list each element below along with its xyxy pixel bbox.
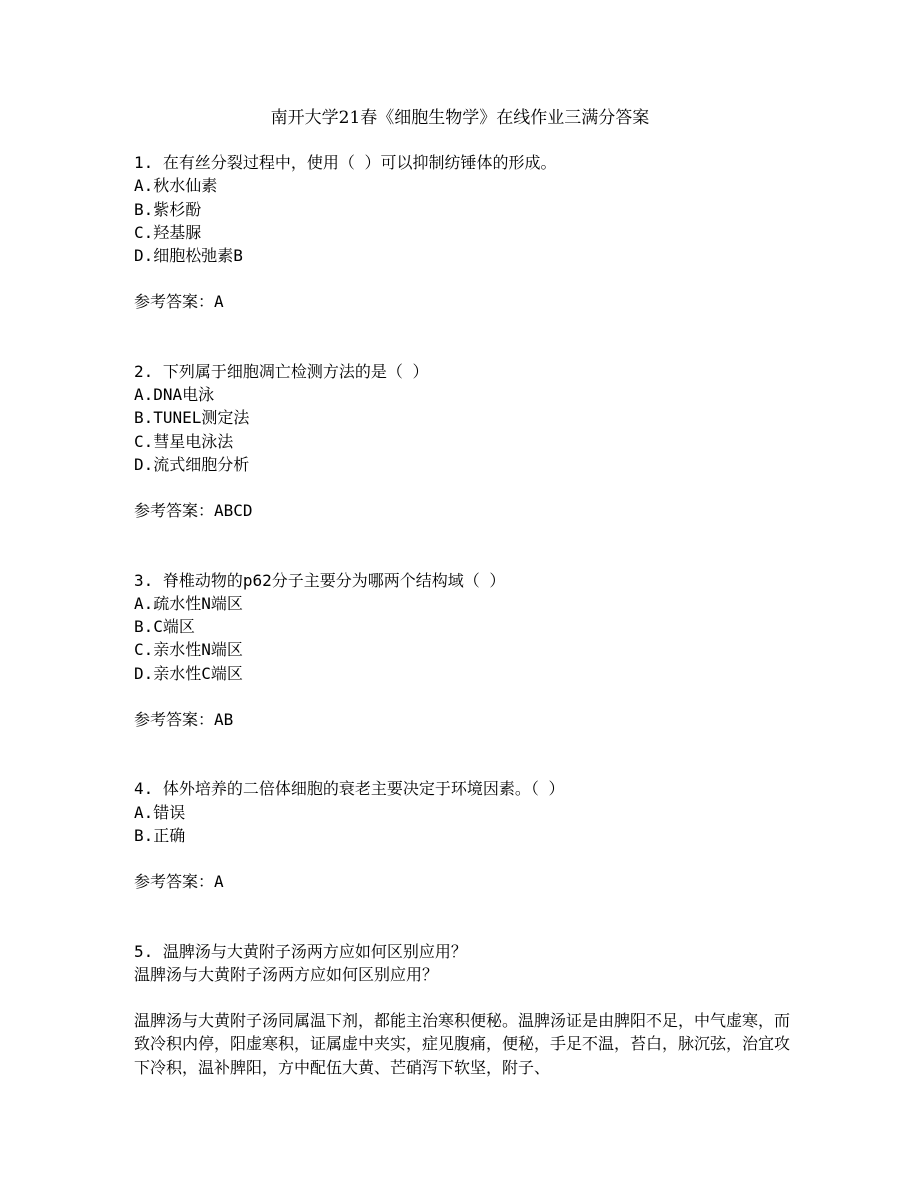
question-stem: 2. 下列属于细胞凋亡检测方法的是（ ） — [134, 361, 429, 381]
question-stem: 5. 温脾汤与大黄附子汤两方应如何区别应用？ — [134, 941, 467, 961]
option-c: C.羟基脲 — [134, 222, 202, 242]
question-1 — [134, 151, 790, 314]
option-d: D.流式细胞分析 — [134, 454, 250, 474]
option-c: C.彗星电泳法 — [134, 431, 234, 451]
option-a: A.秋水仙素 — [134, 176, 218, 196]
question-stem: 4. 体外培养的二倍体细胞的衰老主要决定于环境因素。（ ） — [134, 779, 565, 799]
option-d: D.亲水性C端区 — [134, 663, 243, 683]
question-3 — [134, 569, 790, 732]
answer-text: 参考答案：AB — [134, 710, 234, 730]
question-list — [134, 151, 790, 1079]
option-d: D.细胞松弛素B — [134, 246, 243, 266]
question-repeat: 温脾汤与大黄附子汤两方应如何区别应用？ — [134, 964, 439, 984]
question-2 — [134, 360, 790, 523]
option-b: B.正确 — [134, 825, 186, 845]
question-stem: 3. 脊椎动物的p62分子主要分为哪两个结构域（ ） — [134, 570, 506, 590]
question-5 — [134, 940, 790, 1079]
answer-paragraph: 温脾汤与大黄附子汤同属温下剂，都能主治寒积便秘。温脾汤证是由脾阳不足，中气虚寒，而致冷积内停，阳虚寒积，证属虚中夹实，症见腹痛，便秘，手足不温，苔白，脉沉弦，治宜攻下冷积，温补脾阳，方中配伍大黄、芒硝泻下软坚，附子、 — [134, 1011, 791, 1077]
answer-text: 参考答案：ABCD — [134, 501, 253, 521]
option-b: B.紫杉酚 — [134, 199, 202, 219]
option-c: C.亲水性N端区 — [134, 640, 243, 660]
option-b: B.C端区 — [134, 617, 195, 637]
option-a: A.错误 — [134, 802, 186, 822]
option-b: B.TUNEL测定法 — [134, 408, 250, 428]
answer-text: 参考答案：A — [134, 292, 224, 312]
option-a: A.DNA电泳 — [134, 385, 215, 405]
question-stem: 1. 在有丝分裂过程中，使用（ ）可以抑制纺锤体的形成。 — [134, 153, 557, 172]
question-4 — [134, 777, 790, 893]
answer-text: 参考答案：A — [134, 872, 224, 892]
option-a: A.疏水性N端区 — [134, 593, 243, 613]
page-title: 南开大学21春《细胞生物学》在线作业三满分答案 — [270, 108, 650, 128]
